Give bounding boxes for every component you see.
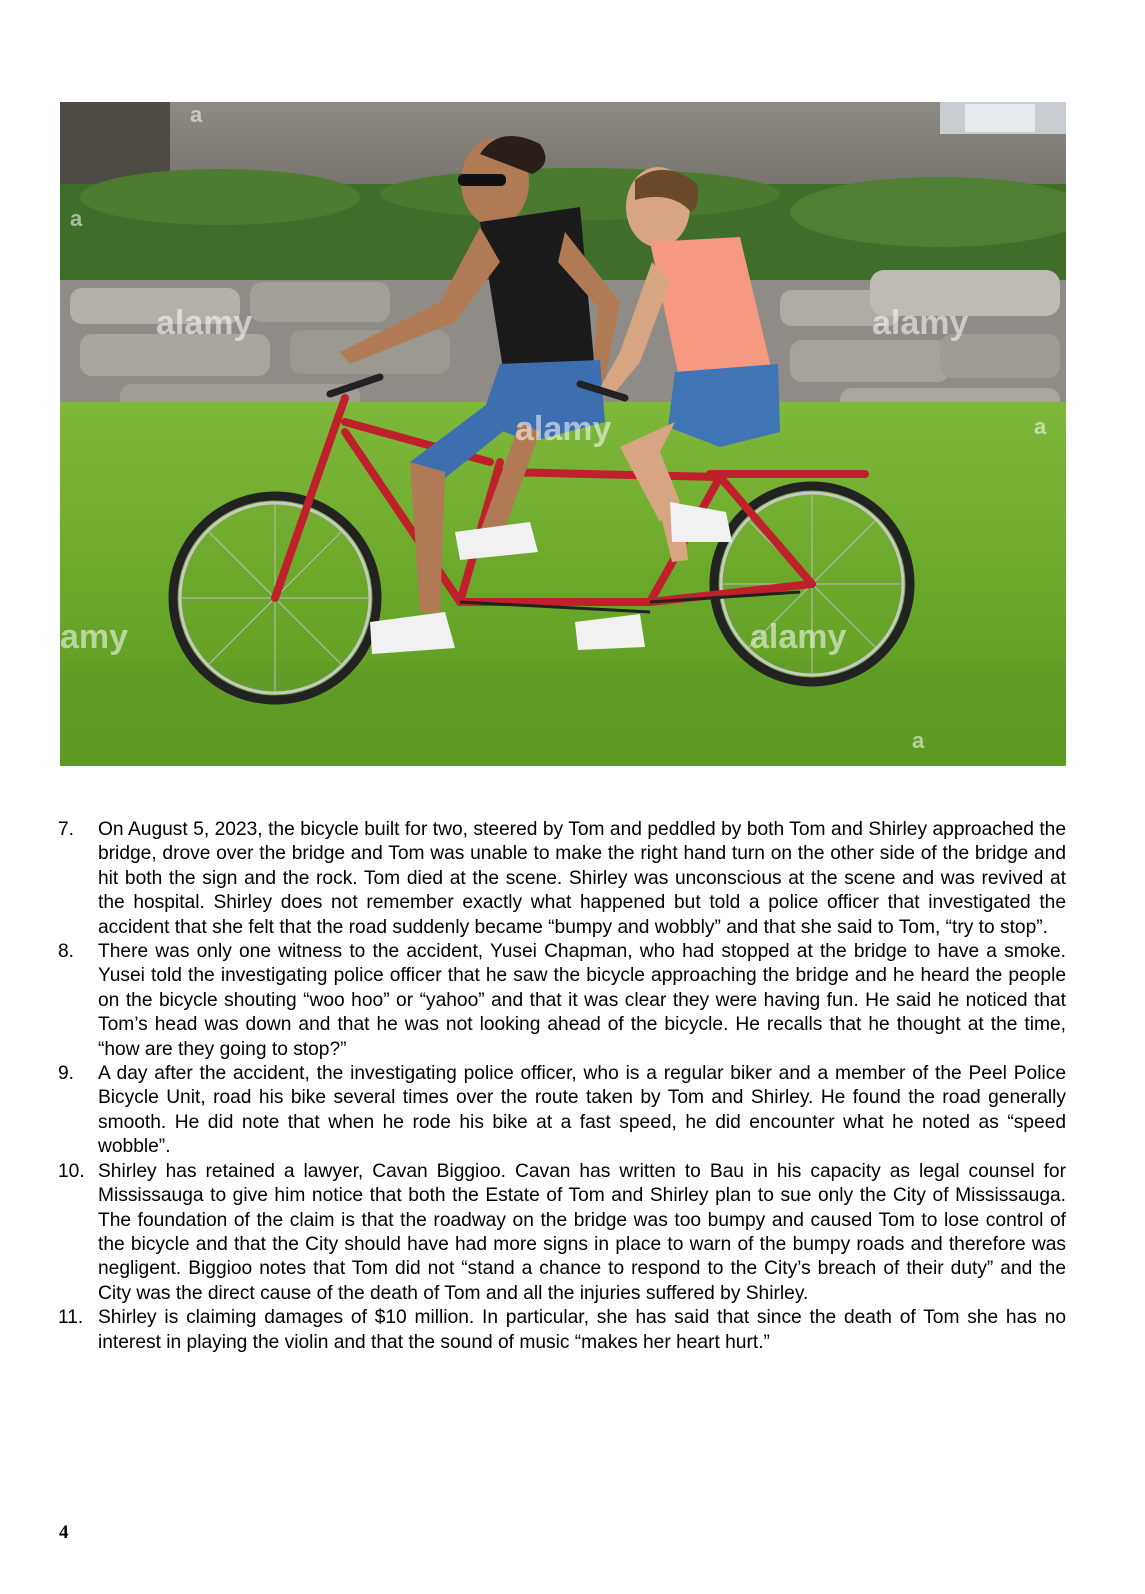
paragraph-text: There was only one witness to the accident, Yusei Chapman, who had stopped at the bridge to have a smoke. Yusei told the investigating police officer that he saw the bicycle approaching the bridge and he heard the people on the bicycle shouting “woo hoo” or “yahoo” and that it was clear they were having fun. He said he noticed that Tom’s head was down and that he was not looking ahead of the bicycle. He recalls that he thought at the time, “how are they going to stop?” [98,941,1066,1060]
paragraph-item [58,818,1066,940]
paragraph-item [58,940,1066,1062]
watermark-text: alamy [872,304,969,342]
paragraph-item [58,1062,1066,1160]
paragraph-number: 11. [58,1307,84,1329]
watermark-text: alamy [750,618,847,656]
paragraph-number: 9. [58,1063,75,1085]
watermark-text: alamy [515,410,612,448]
watermark-text: a [1034,414,1047,439]
watermark-text: alamy [156,304,253,342]
paragraph-item [58,1160,1066,1306]
paragraph-number: 7. [58,819,75,840]
watermark-text: a [70,206,83,231]
paragraph-text: Shirley has retained a lawyer, Cavan Biggioo. Cavan has written to Bau in his capacity as legal counsel for Mississauga to give him notice that both the Estate of Tom and Shirley plan to sue only the City of Mississauga. The foundation of the claim is that the roadway on the bridge was too bumpy and caused Tom to lose control of the bicycle and that the City should have had more signs in place to warn of the bumpy roads and therefore was negligent. Biggioo notes that Tom did not “stand a chance to respond to the City’s breach of their duty” and the City was the direct cause of the death of Tom and all the injuries suffered by Shirley. [98,1160,1066,1304]
tandem-bicycle-photo [60,102,1066,766]
numbered-paragraph-list [58,818,1066,1355]
paragraph-number: 10. [58,1160,85,1182]
watermark-text: amy [60,618,129,656]
paragraph-text: Shirley is claiming damages of $10 million. In particular, she has said that since the death of Tom she has no interest in playing the violin and that the sound of music “makes her heart hurt.” [98,1307,1066,1353]
page-number: 4 [59,1522,69,1543]
watermark-text: a [190,102,203,127]
paragraph-text: A day after the accident, the investigating police officer, who is a regular biker and a member of the Peel Police Bicycle Unit, road his bike several times over the route taken by Tom and Shirley. He found the road generally smooth. He did note that when he rode his bike at a fast speed, he did encounter what he noted as “speed wobble”. [98,1063,1066,1158]
paragraph-text: On August 5, 2023, the bicycle built for two, steered by Tom and peddled by both Tom and Shirley approached the bridge, drove over the bridge and Tom was unable to make the right hand turn on the other side of the bridge and hit both the sign and the rock. Tom died at the scene. Shirley was unconscious at the scene and was revived at the hospital. Shirley does not remember exactly what happened but told a police officer that investigated the accident that she felt that the road suddenly became “bumpy and wobbly” and that she said to Tom, “try to stop”. [98,819,1066,938]
paragraph-item [58,1306,1066,1355]
paragraph-number: 8. [58,941,75,963]
watermark-text: a [912,728,925,753]
